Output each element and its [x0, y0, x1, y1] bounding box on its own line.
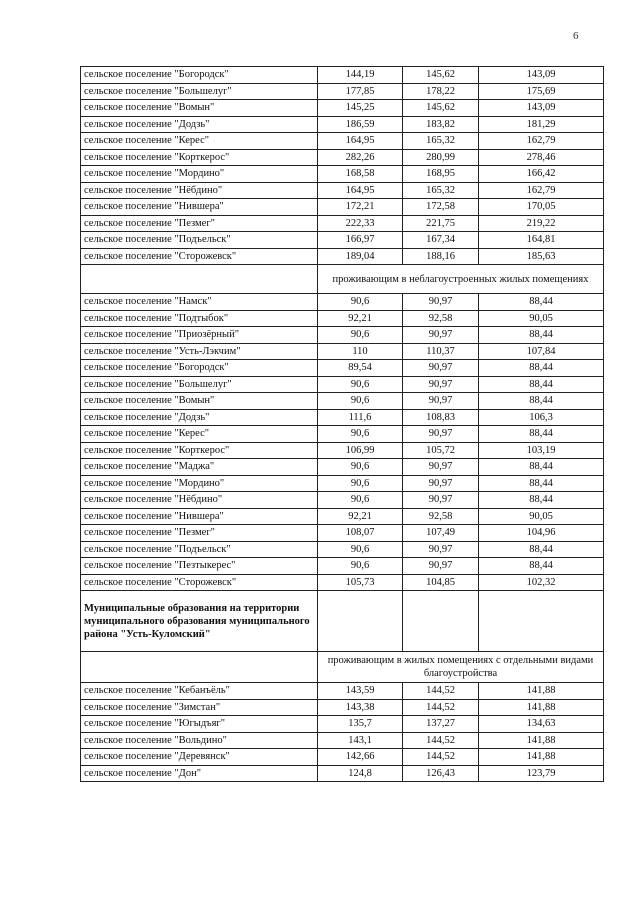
table-row	[81, 541, 604, 558]
settlement-name-cell: сельское поселение "Намск"	[81, 294, 318, 311]
value-cell-3: 143,09	[479, 67, 604, 84]
value-cell-3: 278,46	[479, 149, 604, 166]
value-cell-3: 102,32	[479, 574, 604, 591]
table-row	[81, 525, 604, 542]
table-row	[81, 409, 604, 426]
value-cell-1: 144,19	[318, 67, 403, 84]
settlement-name-cell: сельское поселение "Маджа"	[81, 459, 318, 476]
value-cell-3: 88,44	[479, 459, 604, 476]
value-cell-2: 90,97	[403, 426, 479, 443]
value-cell-1: 145,25	[318, 100, 403, 117]
settlement-name-cell: сельское поселение "Подъельск"	[81, 541, 318, 558]
value-cell-3: 88,44	[479, 393, 604, 410]
value-cell-2: 221,75	[403, 215, 479, 232]
settlement-name-cell: сельское поселение "Пезмег"	[81, 525, 318, 542]
settlement-name-cell: сельское поселение "Вомын"	[81, 393, 318, 410]
table-row	[81, 232, 604, 249]
value-cell-2: 90,97	[403, 558, 479, 575]
value-cell-1: 90,6	[318, 294, 403, 311]
municipal-block-title: Муниципальные образования на территории муниципального образования муниципального района "Усть-Куломский"	[81, 591, 318, 652]
table-row	[81, 182, 604, 199]
settlement-name-cell: сельское поселение "Додзь"	[81, 409, 318, 426]
section-label: проживающим в жилых помещениях с отдельными видами благоустройства	[318, 652, 604, 683]
value-cell-1: 222,33	[318, 215, 403, 232]
section-label: проживающим в неблагоустроенных жилых помещениях	[318, 265, 604, 294]
value-cell-2: 144,52	[403, 732, 479, 749]
empty-cell	[81, 652, 318, 683]
value-cell-2: 90,97	[403, 475, 479, 492]
table-row	[81, 683, 604, 700]
table-row	[81, 426, 604, 443]
settlement-name-cell: сельское поселение "Богородск"	[81, 67, 318, 84]
table-row	[81, 360, 604, 377]
settlement-name-cell: сельское поселение "Пезмег"	[81, 215, 318, 232]
value-cell-3: 123,79	[479, 765, 604, 782]
value-cell-2: 90,97	[403, 360, 479, 377]
settlement-name-cell: сельское поселение "Нёбдино"	[81, 182, 318, 199]
value-cell-3: 141,88	[479, 732, 604, 749]
value-cell-3: 107,84	[479, 343, 604, 360]
value-cell-2: 144,52	[403, 683, 479, 700]
value-cell-3: 170,05	[479, 199, 604, 216]
table-row	[81, 166, 604, 183]
settlement-name-cell: сельское поселение "Нившера"	[81, 199, 318, 216]
value-cell-1: 105,73	[318, 574, 403, 591]
settlement-name-cell: сельское поселение "Сторожевск"	[81, 574, 318, 591]
value-cell-2: 90,97	[403, 376, 479, 393]
value-cell-2: 90,97	[403, 294, 479, 311]
value-cell-1: 135,7	[318, 716, 403, 733]
value-cell-2: 90,97	[403, 492, 479, 509]
value-cell-1: 189,04	[318, 248, 403, 265]
table-row	[81, 199, 604, 216]
value-cell-2: 105,72	[403, 442, 479, 459]
value-cell-2: 188,16	[403, 248, 479, 265]
table-row	[81, 327, 604, 344]
value-cell-3: 88,44	[479, 558, 604, 575]
table-row	[81, 716, 604, 733]
value-cell-1: 108,07	[318, 525, 403, 542]
section-header-row	[81, 265, 604, 294]
page-number: 6	[573, 30, 579, 42]
value-cell-1: 168,58	[318, 166, 403, 183]
settlement-name-cell: сельское поселение "Приозёрный"	[81, 327, 318, 344]
table-row	[81, 376, 604, 393]
municipal-block-row	[81, 591, 604, 652]
settlement-name-cell: сельское поселение "Корткерос"	[81, 149, 318, 166]
settlement-name-cell: сельское поселение "Мордино"	[81, 475, 318, 492]
table-row	[81, 442, 604, 459]
value-cell-3: 143,09	[479, 100, 604, 117]
value-cell-2: 90,97	[403, 327, 479, 344]
value-cell-1: 90,6	[318, 475, 403, 492]
table-body	[81, 67, 604, 782]
settlement-name-cell: сельское поселение "Нившера"	[81, 508, 318, 525]
value-cell-2: 145,62	[403, 67, 479, 84]
value-cell-3: 88,44	[479, 475, 604, 492]
settlement-name-cell: сельское поселение "Нёбдино"	[81, 492, 318, 509]
value-cell-1: 111,6	[318, 409, 403, 426]
value-cell-3: 134,63	[479, 716, 604, 733]
value-cell-1: 92,21	[318, 310, 403, 327]
table-row	[81, 100, 604, 117]
value-cell-3: 88,44	[479, 426, 604, 443]
settlement-name-cell: сельское поселение "Вольдино"	[81, 732, 318, 749]
value-cell-3: 88,44	[479, 360, 604, 377]
value-cell-2: 144,52	[403, 699, 479, 716]
table-row	[81, 310, 604, 327]
section-header-row	[81, 652, 604, 683]
table-row	[81, 732, 604, 749]
table-row	[81, 149, 604, 166]
value-cell-3: 219,22	[479, 215, 604, 232]
value-cell-2: 90,97	[403, 541, 479, 558]
value-cell-1: 90,6	[318, 541, 403, 558]
value-cell-3: 141,88	[479, 749, 604, 766]
value-cell-1: 143,38	[318, 699, 403, 716]
value-cell-1: 90,6	[318, 558, 403, 575]
value-cell-3: 88,44	[479, 376, 604, 393]
value-cell-1: 164,95	[318, 182, 403, 199]
settlement-name-cell: сельское поселение "Большелуг"	[81, 83, 318, 100]
value-cell-3: 185,63	[479, 248, 604, 265]
value-cell-2: 178,22	[403, 83, 479, 100]
settlement-name-cell: сельское поселение "Богородск"	[81, 360, 318, 377]
value-cell-3: 88,44	[479, 541, 604, 558]
value-cell-1: 177,85	[318, 83, 403, 100]
settlement-name-cell: сельское поселение "Подтыбок"	[81, 310, 318, 327]
settlement-name-cell: сельское поселение "Большелуг"	[81, 376, 318, 393]
empty-cell	[479, 591, 604, 652]
value-cell-2: 92,58	[403, 508, 479, 525]
value-cell-3: 104,96	[479, 525, 604, 542]
value-cell-2: 90,97	[403, 393, 479, 410]
table-row	[81, 294, 604, 311]
value-cell-1: 110	[318, 343, 403, 360]
value-cell-1: 164,95	[318, 133, 403, 150]
table-row	[81, 393, 604, 410]
value-cell-2: 145,62	[403, 100, 479, 117]
value-cell-3: 88,44	[479, 294, 604, 311]
value-cell-3: 162,79	[479, 182, 604, 199]
value-cell-3: 90,05	[479, 508, 604, 525]
settlement-name-cell: сельское поселение "Дон"	[81, 765, 318, 782]
value-cell-3: 166,42	[479, 166, 604, 183]
table-row	[81, 248, 604, 265]
value-cell-1: 143,1	[318, 732, 403, 749]
settlement-name-cell: сельское поселение "Усть-Лэкчим"	[81, 343, 318, 360]
table-row	[81, 492, 604, 509]
value-cell-1: 90,6	[318, 376, 403, 393]
value-cell-2: 280,99	[403, 149, 479, 166]
settlement-name-cell: сельское поселение "Вомын"	[81, 100, 318, 117]
value-cell-2: 92,58	[403, 310, 479, 327]
value-cell-1: 106,99	[318, 442, 403, 459]
value-cell-2: 90,97	[403, 459, 479, 476]
value-cell-2: 108,83	[403, 409, 479, 426]
settlement-name-cell: сельское поселение "Керес"	[81, 426, 318, 443]
value-cell-2: 168,95	[403, 166, 479, 183]
table-row	[81, 83, 604, 100]
value-cell-2: 110,37	[403, 343, 479, 360]
value-cell-1: 142,66	[318, 749, 403, 766]
value-cell-1: 90,6	[318, 492, 403, 509]
value-cell-1: 166,97	[318, 232, 403, 249]
settlement-name-cell: сельское поселение "Югыдъяг"	[81, 716, 318, 733]
table-row	[81, 508, 604, 525]
table-row	[81, 699, 604, 716]
value-cell-3: 90,05	[479, 310, 604, 327]
settlement-name-cell: сельское поселение "Пезтыкерес"	[81, 558, 318, 575]
settlement-name-cell: сельское поселение "Деревянск"	[81, 749, 318, 766]
value-cell-2: 107,49	[403, 525, 479, 542]
table-row	[81, 558, 604, 575]
settlement-name-cell: сельское поселение "Додзь"	[81, 116, 318, 133]
value-cell-1: 172,21	[318, 199, 403, 216]
value-cell-2: 165,32	[403, 133, 479, 150]
value-cell-3: 141,88	[479, 683, 604, 700]
table-row	[81, 215, 604, 232]
value-cell-1: 90,6	[318, 327, 403, 344]
value-cell-3: 164,81	[479, 232, 604, 249]
value-cell-3: 103,19	[479, 442, 604, 459]
value-cell-2: 104,85	[403, 574, 479, 591]
table-row	[81, 67, 604, 84]
value-cell-1: 143,59	[318, 683, 403, 700]
table-row	[81, 116, 604, 133]
table-row	[81, 574, 604, 591]
value-cell-3: 88,44	[479, 492, 604, 509]
value-cell-1: 90,6	[318, 459, 403, 476]
value-cell-1: 90,6	[318, 393, 403, 410]
value-cell-3: 162,79	[479, 133, 604, 150]
table-row	[81, 475, 604, 492]
settlement-name-cell: сельское поселение "Подъельск"	[81, 232, 318, 249]
value-cell-2: 172,58	[403, 199, 479, 216]
value-cell-2: 144,52	[403, 749, 479, 766]
value-cell-1: 186,59	[318, 116, 403, 133]
value-cell-2: 137,27	[403, 716, 479, 733]
table-row	[81, 133, 604, 150]
value-cell-1: 282,26	[318, 149, 403, 166]
settlement-name-cell: сельское поселение "Мордино"	[81, 166, 318, 183]
empty-cell	[81, 265, 318, 294]
empty-cell	[318, 591, 403, 652]
table-row	[81, 459, 604, 476]
value-cell-1: 89,54	[318, 360, 403, 377]
settlement-name-cell: сельское поселение "Кебанъёль"	[81, 683, 318, 700]
empty-cell	[403, 591, 479, 652]
settlement-name-cell: сельское поселение "Корткерос"	[81, 442, 318, 459]
value-cell-1: 90,6	[318, 426, 403, 443]
value-cell-2: 183,82	[403, 116, 479, 133]
value-cell-2: 167,34	[403, 232, 479, 249]
value-cell-3: 181,29	[479, 116, 604, 133]
value-cell-1: 124,8	[318, 765, 403, 782]
value-cell-3: 106,3	[479, 409, 604, 426]
settlement-name-cell: сельское поселение "Керес"	[81, 133, 318, 150]
value-cell-2: 165,32	[403, 182, 479, 199]
value-cell-1: 92,21	[318, 508, 403, 525]
value-cell-3: 141,88	[479, 699, 604, 716]
settlement-name-cell: сельское поселение "Зимстан"	[81, 699, 318, 716]
table-row	[81, 765, 604, 782]
settlement-name-cell: сельское поселение "Сторожевск"	[81, 248, 318, 265]
table-row	[81, 749, 604, 766]
table-row	[81, 343, 604, 360]
value-cell-3: 175,69	[479, 83, 604, 100]
value-cell-3: 88,44	[479, 327, 604, 344]
tariff-table	[80, 66, 604, 782]
value-cell-2: 126,43	[403, 765, 479, 782]
